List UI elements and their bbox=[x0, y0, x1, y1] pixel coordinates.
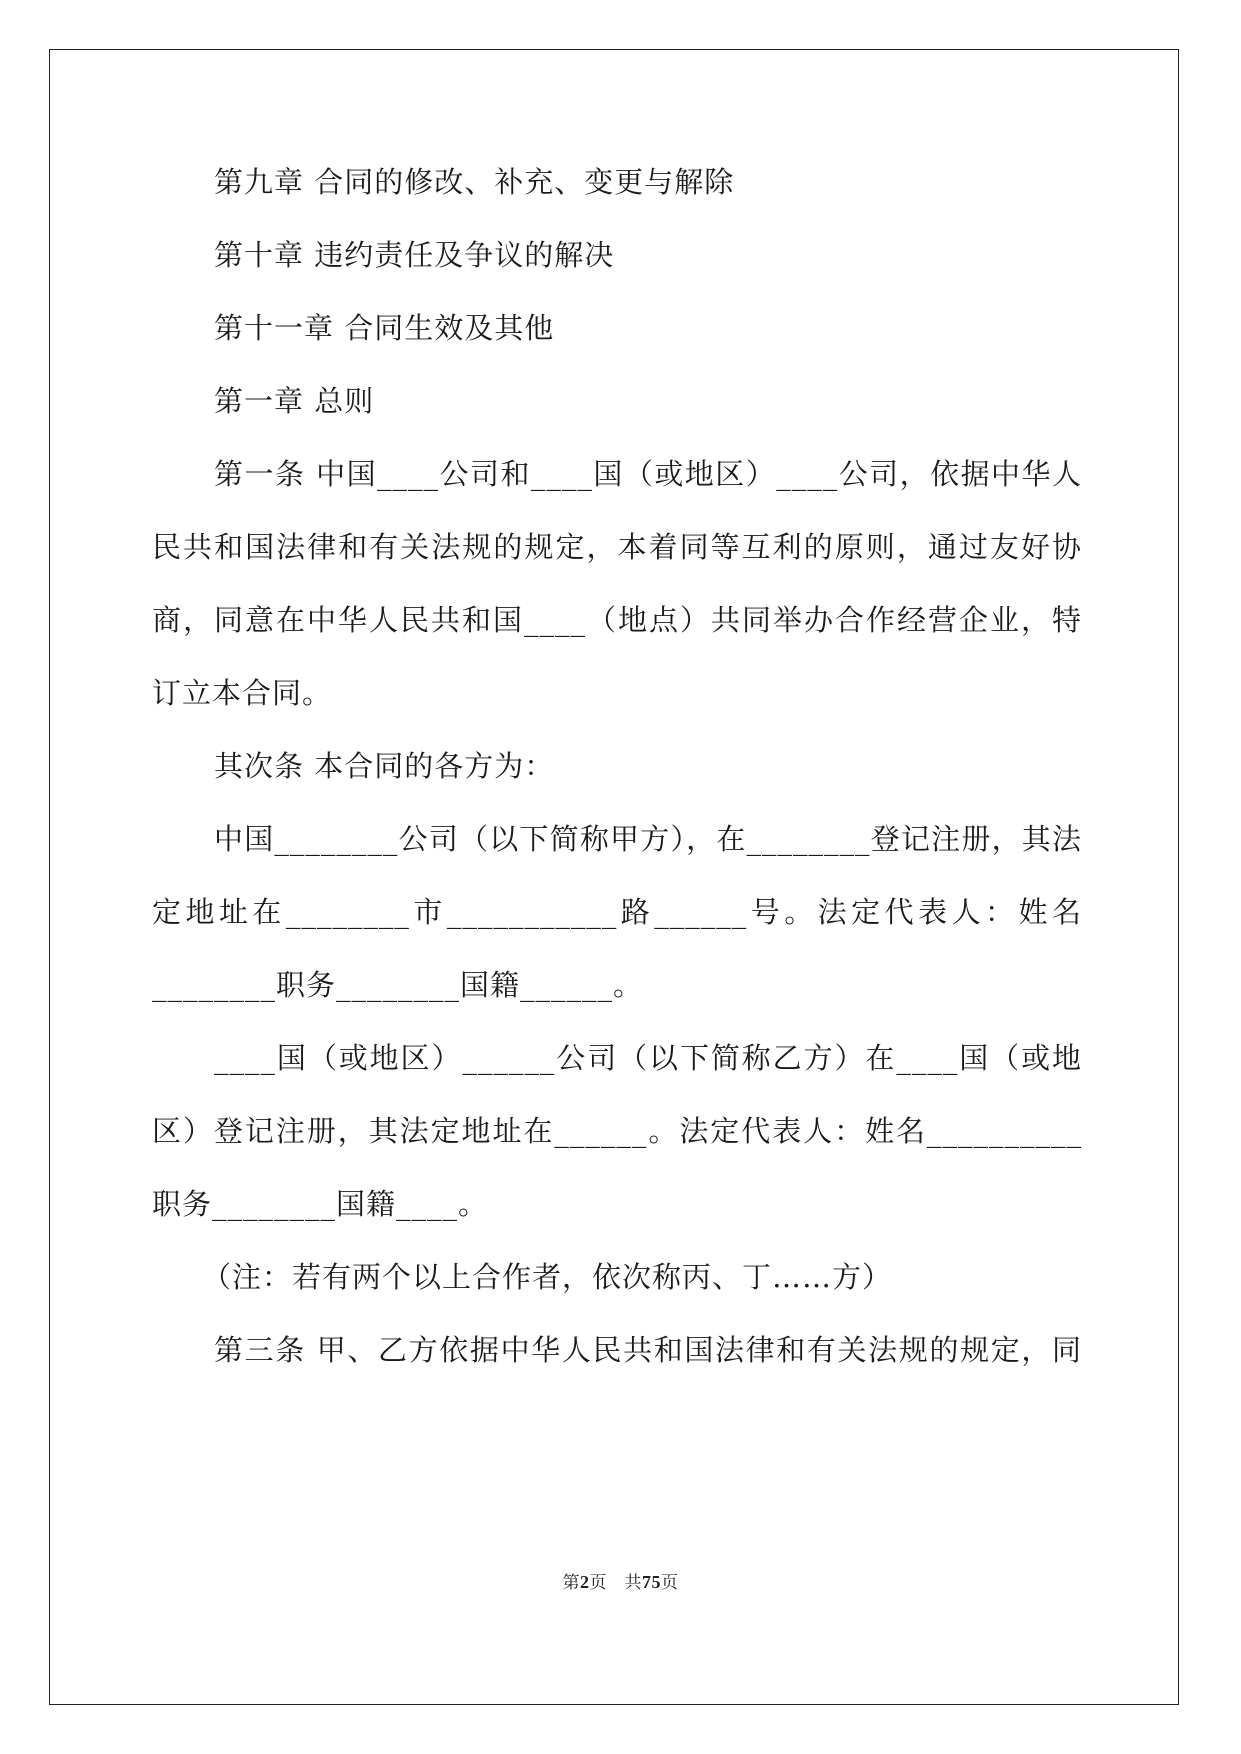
paragraph-line: 第三条 甲、乙方依据中华人民共和国法律和有关法规的规定，同 bbox=[214, 1333, 1082, 1367]
paragraph-line: ____国（或地区）______公司（以下简称乙方）在____国（或地 bbox=[214, 1041, 1082, 1075]
paragraph-line: 民共和国法律和有关法规的规定，本着同等互利的原则，通过友好协 bbox=[152, 530, 1082, 564]
total-page-count: 75 bbox=[642, 1572, 661, 1592]
paragraph-line: 区）登记注册，其法定地址在______。法定代表人：姓名__________ bbox=[152, 1114, 1082, 1148]
paragraph-line: 职务________国籍____。 bbox=[152, 1187, 489, 1221]
article-heading: 其次条 本合同的各方为： bbox=[214, 749, 555, 783]
note-line: （注：若有两个以上合作者，依次称丙、丁……方） bbox=[202, 1260, 893, 1294]
chapter-heading-11: 第十一章 合同生效及其他 bbox=[214, 311, 555, 345]
paragraph-line: ________职务________国籍______。 bbox=[152, 968, 644, 1002]
paragraph-line: 商，同意在中华人民共和国____（地点）共同举办合作经营企业，特 bbox=[152, 603, 1082, 637]
footer-prefix: 第 bbox=[562, 1573, 580, 1593]
footer-mid: 页 共 bbox=[589, 1573, 642, 1593]
page-border bbox=[49, 49, 1179, 1705]
paragraph-line: 第一条 中国____公司和____国（或地区）____公司，依据中华人 bbox=[214, 457, 1082, 491]
footer-suffix: 页 bbox=[661, 1573, 679, 1593]
chapter-heading-1: 第一章 总则 bbox=[214, 384, 375, 418]
current-page-number: 2 bbox=[580, 1572, 590, 1592]
chapter-heading-9: 第九章 合同的修改、补充、变更与解除 bbox=[214, 165, 735, 199]
paragraph-line: 中国________公司（以下简称甲方），在________登记注册，其法 bbox=[214, 822, 1082, 856]
page-footer bbox=[0, 1568, 1241, 1593]
chapter-heading-10: 第十章 违约责任及争议的解决 bbox=[214, 238, 615, 272]
paragraph-line: 定地址在________市___________路______号。法定代表人：姓名 bbox=[152, 895, 1082, 929]
paragraph-line: 订立本合同。 bbox=[152, 676, 333, 710]
